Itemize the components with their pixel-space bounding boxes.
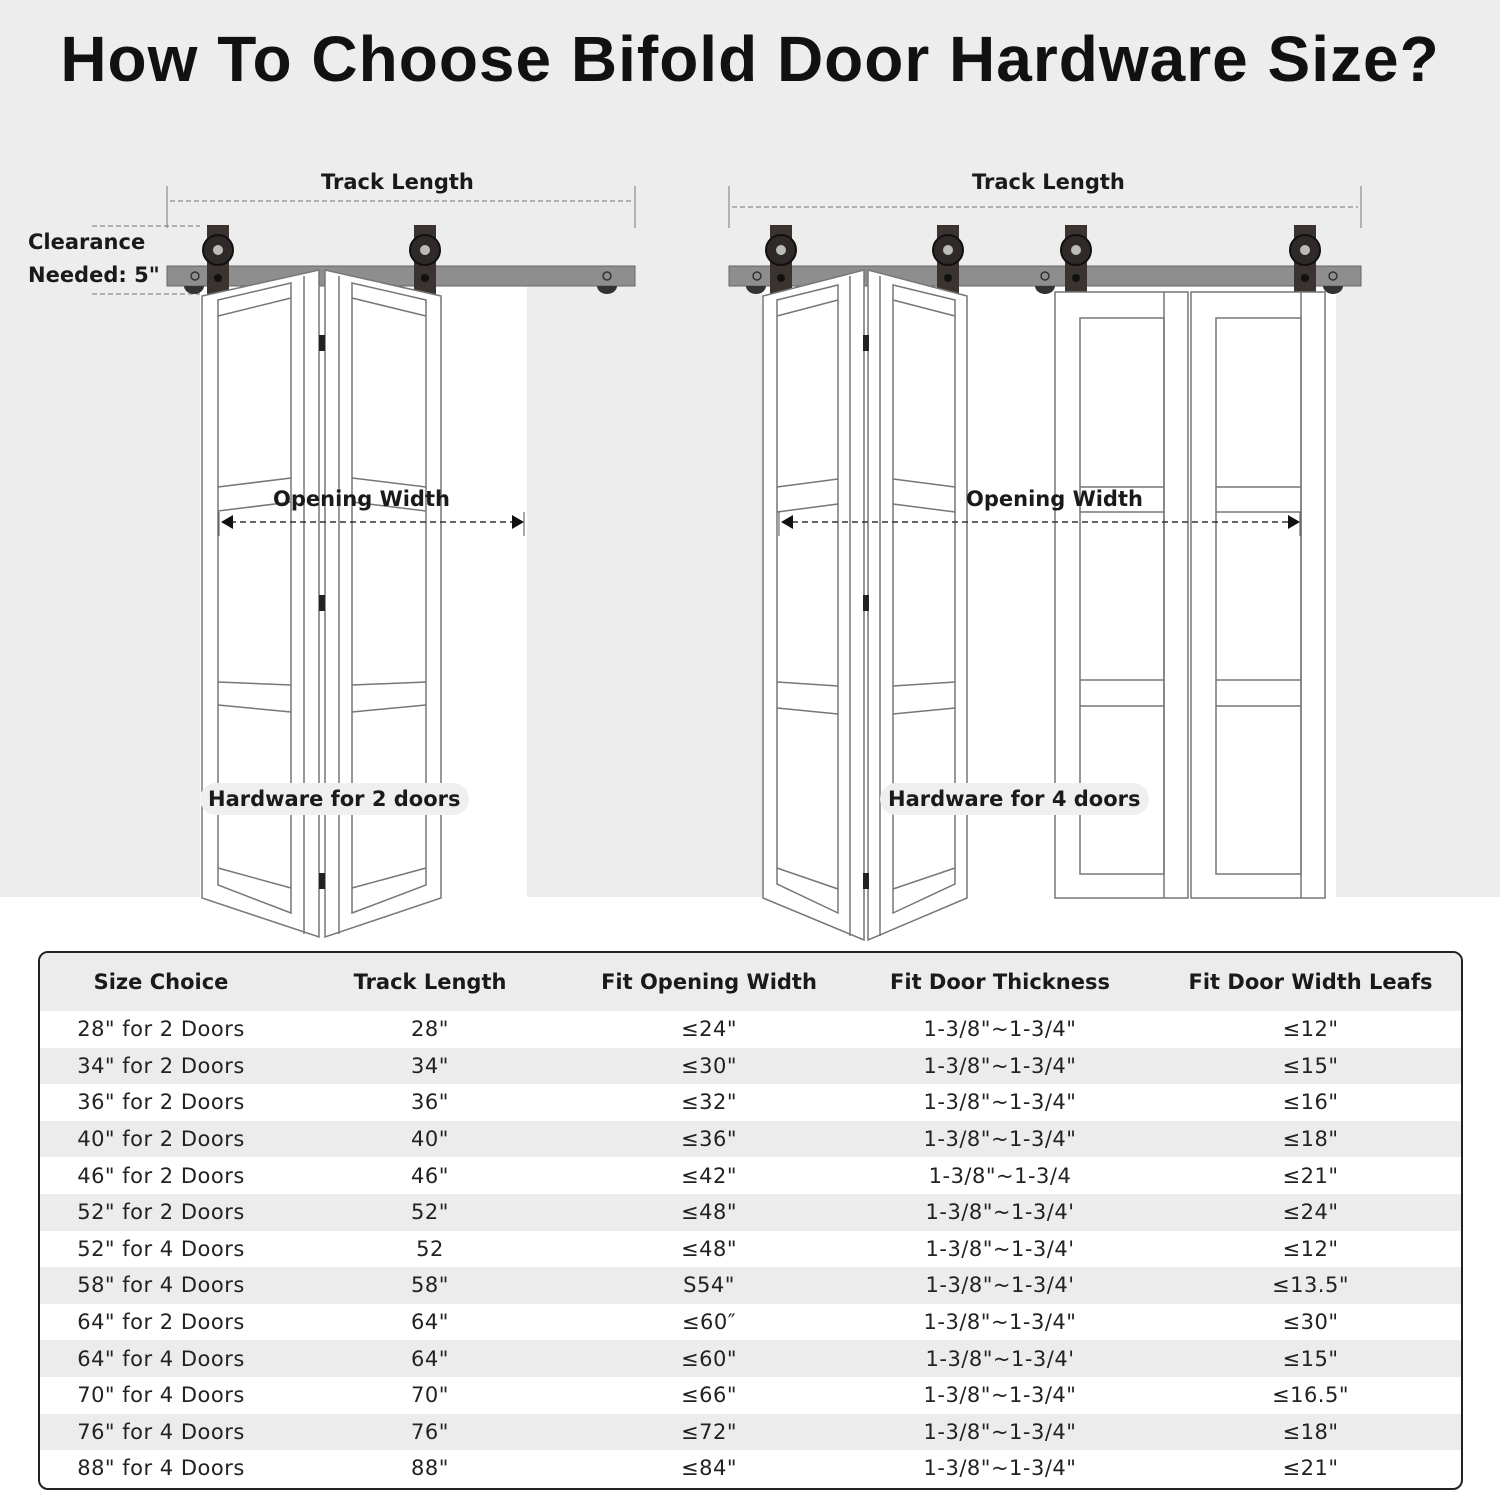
size-table (40, 953, 1461, 1487)
table-cell: ≤16.5" (1271, 1383, 1349, 1408)
clearance-label-line1: Clearance (28, 230, 146, 254)
table-cell: ≤48" (578, 1194, 840, 1231)
page-title: How To Choose Bifold Door Hardware Size? (60, 23, 1440, 95)
table-cell: ≤18" (1160, 1414, 1461, 1451)
table-cell: 58" for 4 Doors (40, 1267, 282, 1304)
table-cell: 1-3/8"~1-3/4" (923, 1090, 1077, 1115)
table-row (40, 1194, 1461, 1231)
right-track-length-label: Track Length (972, 170, 1125, 194)
table-cell: 1-3/8"~1-3/4" (840, 1414, 1160, 1451)
header-track-length: Track Length (282, 953, 578, 1011)
table-cell: ≤21" (1282, 1456, 1339, 1481)
table-cell: 1-3/8"~1-3/4" (923, 1383, 1077, 1408)
table-cell: 1-3/8"~1-3/4" (840, 1121, 1160, 1158)
table-row (40, 1450, 1461, 1487)
left-hardware-label: Hardware for 2 doors (200, 783, 469, 815)
table-cell: ≤30" (578, 1048, 840, 1085)
right-hanger-3 (1061, 225, 1091, 295)
table-cell: ≤18" (1160, 1121, 1461, 1158)
table-cell: 1-3/8"~1-3/4' (840, 1194, 1160, 1231)
table-cell: ≤84" (681, 1456, 737, 1481)
table-cell: ≤12" (1282, 1017, 1339, 1042)
clearance-label-line2: Needed: 5" (28, 263, 160, 287)
table-cell: 64" for 2 Doors (77, 1310, 245, 1335)
header-fit-door-width-leafs: Fit Door Width Leafs (1160, 953, 1461, 1011)
table-cell: ≤32" (681, 1090, 737, 1115)
table-cell: 36" (411, 1090, 449, 1115)
table-cell: ≤24" (1160, 1194, 1461, 1231)
right-door-leaf-2 (868, 270, 967, 940)
table-row (40, 1231, 1461, 1268)
right-opening-width-label: Opening Width (966, 487, 1143, 511)
table-cell: 40" for 2 Doors (40, 1121, 282, 1158)
table-cell: S54" (578, 1267, 840, 1304)
table-row (40, 1048, 1461, 1085)
table-cell: 52" for 4 Doors (77, 1236, 245, 1261)
header-fit-opening-width: Fit Opening Width (578, 953, 840, 1011)
table-cell: 58" (282, 1267, 578, 1304)
table-cell: ≤60″ (681, 1310, 737, 1335)
table-row (40, 1377, 1461, 1414)
left-track-rail (167, 266, 635, 286)
table-cell: 52" for 2 Doors (40, 1194, 282, 1231)
table-cell: ≤15" (1160, 1340, 1461, 1377)
table-row (40, 1157, 1461, 1194)
table-cell: 46" (411, 1163, 449, 1188)
size-table-container (38, 951, 1463, 1490)
left-track-length-label: Track Length (321, 170, 474, 194)
left-hanger-2 (410, 225, 440, 295)
table-cell: 88" (411, 1456, 449, 1481)
table-cell: 1-3/8"~1-3/4" (840, 1048, 1160, 1085)
right-door-leaf-1 (763, 270, 864, 940)
table-cell: ≤66" (681, 1383, 737, 1408)
table-cell: 46" for 2 Doors (77, 1163, 245, 1188)
table-cell: 36" for 2 Doors (77, 1090, 245, 1115)
table-cell: 1-3/8"~1-3/4" (923, 1456, 1077, 1481)
table-header-row (40, 953, 1461, 1011)
table-row (40, 1084, 1461, 1121)
table-cell: 28" (411, 1017, 449, 1042)
table-cell: ≤13.5" (1160, 1267, 1461, 1304)
table-cell: 1-3/8"~1-3/4' (925, 1236, 1075, 1261)
header-size-choice: Size Choice (40, 953, 282, 1011)
table-cell: 64" (282, 1340, 578, 1377)
left-door-leaf-2 (325, 270, 441, 937)
right-hanger-2 (933, 225, 963, 295)
right-hanger-4 (1290, 225, 1320, 295)
table-cell: ≤60" (578, 1340, 840, 1377)
table-cell: ≤48" (681, 1236, 737, 1261)
table-row (40, 1011, 1461, 1048)
table-cell: 76" (282, 1414, 578, 1451)
table-cell: 1-3/8"~1-3/4' (840, 1267, 1160, 1304)
table-cell: 40" (282, 1121, 578, 1158)
table-cell: ≤21" (1282, 1163, 1339, 1188)
table-cell: 88" for 4 Doors (77, 1456, 245, 1481)
table-row (40, 1340, 1461, 1377)
table-row (40, 1267, 1461, 1304)
table-cell: 70" (411, 1383, 449, 1408)
table-cell: ≤72" (578, 1414, 840, 1451)
left-opening-width-label: Opening Width (273, 487, 450, 511)
table-cell: ≤16" (1282, 1090, 1339, 1115)
table-cell: ≤42" (681, 1163, 737, 1188)
table-cell: 28" for 2 Doors (77, 1017, 245, 1042)
header-fit-door-thickness: Fit Door Thickness (840, 953, 1160, 1011)
right-hanger-1 (766, 225, 796, 295)
table-cell: 52" (282, 1194, 578, 1231)
table-cell: 34" for 2 Doors (40, 1048, 282, 1085)
table-cell: ≤12" (1282, 1236, 1339, 1261)
left-door-leaf-1 (202, 270, 319, 937)
table-cell: 1-3/8"~1-3/4" (923, 1017, 1077, 1042)
table-row (40, 1414, 1461, 1451)
table-cell: 76" for 4 Doors (40, 1414, 282, 1451)
left-hanger-1 (203, 225, 233, 295)
table-cell: ≤24" (681, 1017, 737, 1042)
table-row (40, 1121, 1461, 1158)
table-cell: 70" for 4 Doors (77, 1383, 245, 1408)
table-cell: 1-3/8"~1-3/4' (840, 1340, 1160, 1377)
table-cell: 1-3/8"~1-3/4" (923, 1310, 1077, 1335)
table-row (40, 1304, 1461, 1341)
table-cell: 64" for 4 Doors (40, 1340, 282, 1377)
table-cell: 52 (416, 1236, 444, 1261)
table-cell: ≤36" (578, 1121, 840, 1158)
table-cell: 64" (411, 1310, 449, 1335)
table-cell: ≤15" (1160, 1048, 1461, 1085)
table-cell: 1-3/8"~1-3/4 (928, 1163, 1072, 1188)
right-door-leaf-4 (1191, 292, 1325, 898)
table-cell: ≤30" (1282, 1310, 1339, 1335)
table-cell: 34" (282, 1048, 578, 1085)
right-hardware-label: Hardware for 4 doors (880, 783, 1149, 815)
